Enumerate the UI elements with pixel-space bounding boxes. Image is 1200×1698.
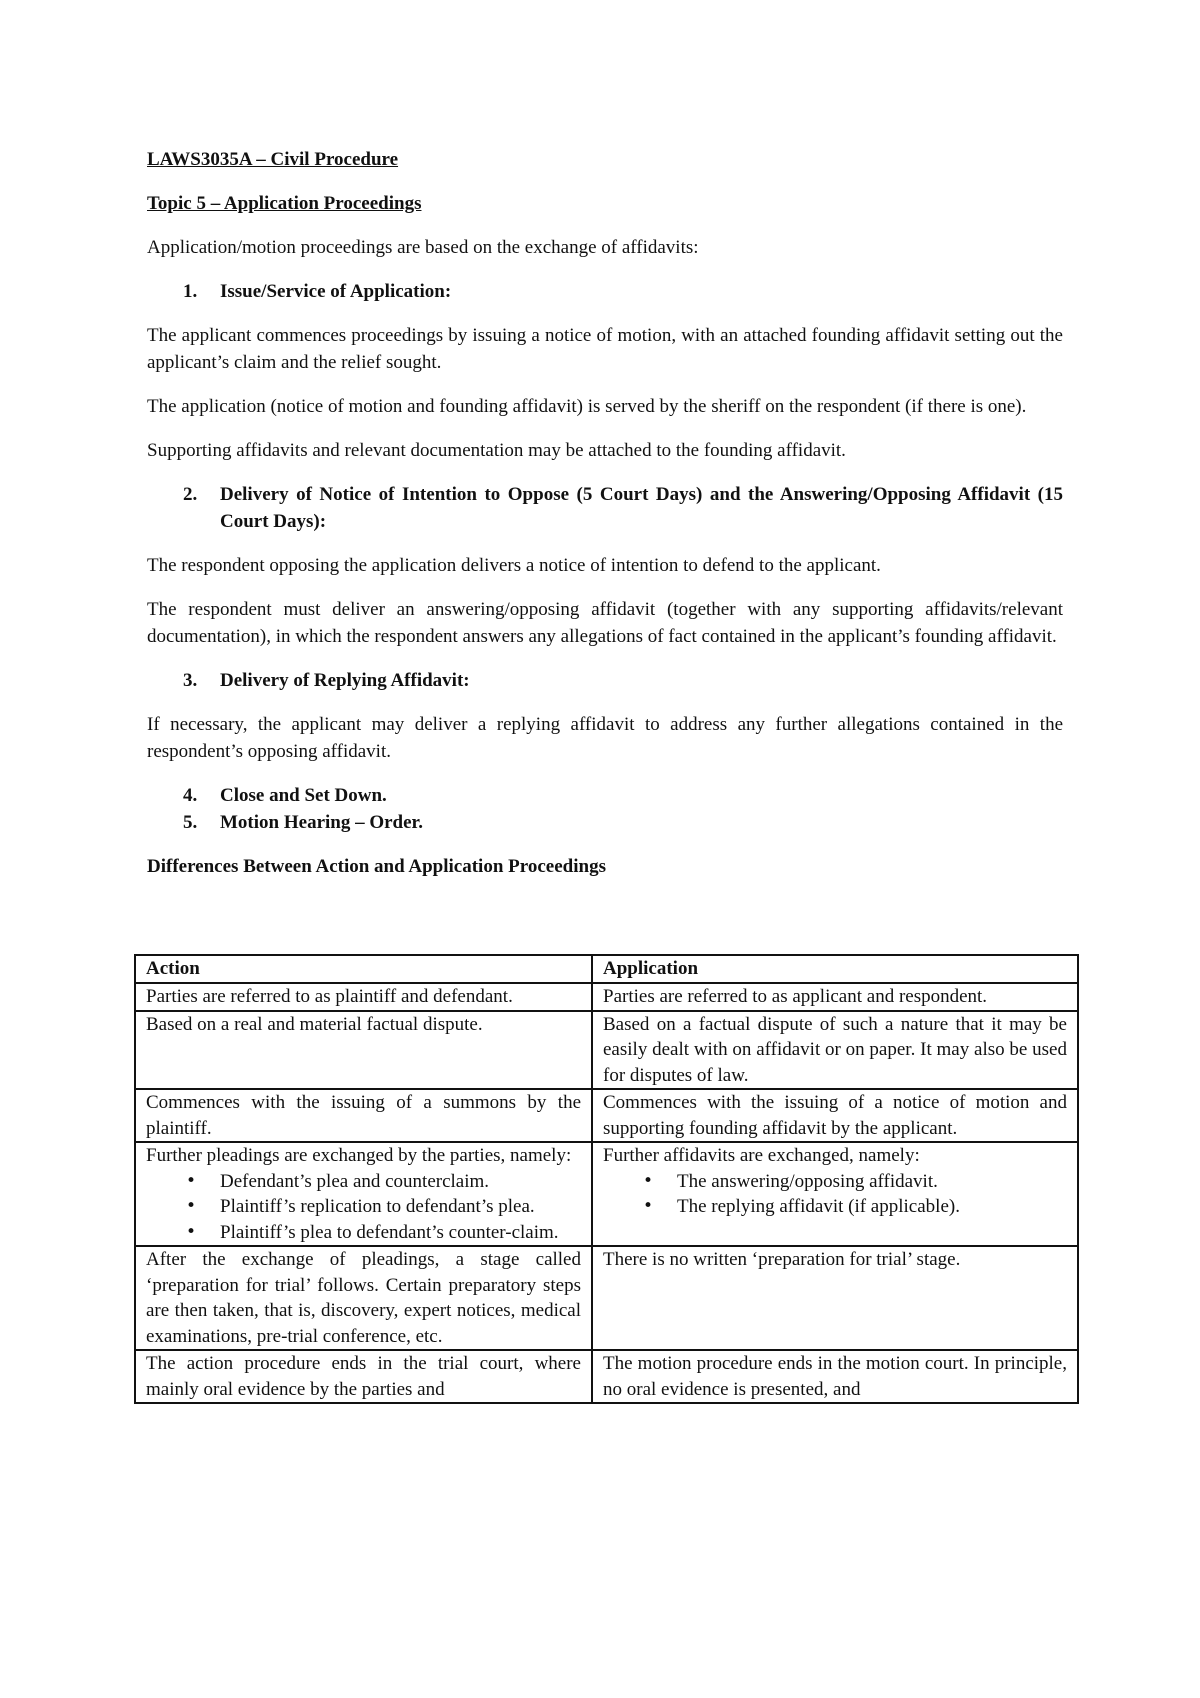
step-number: 2. [183, 484, 198, 505]
action-cell: Parties are referred to as plaintiff and defendant. [135, 983, 592, 1011]
paragraph: The respondent opposing the application delivers a notice of intention to defend to the applicant. [147, 555, 881, 576]
step-label: Close and Set Down. [220, 785, 387, 806]
step-list-3 [147, 667, 1063, 694]
table-header-row [135, 955, 1078, 983]
step-number: 5. [183, 812, 198, 833]
table-row [135, 1142, 1078, 1246]
document-page [146, 146, 1067, 1400]
paragraph: The applicant commences proceedings by issuing a notice of motion, with an attached founding affidavit setting out the applicant’s claim and the relief sought. [147, 325, 1063, 373]
paragraph: Supporting affidavits and relevant documentation may be attached to the founding affidavit. [147, 440, 846, 461]
paragraph: If necessary, the applicant may deliver a replying affidavit to address any further allegations contained in the respondent’s opposing affidavit. [147, 714, 1063, 762]
differences-heading: Differences Between Action and Application Proceedings [147, 856, 606, 877]
intro-paragraph: Application/motion proceedings are based on the exchange of affidavits: [147, 237, 699, 258]
list-item: • The answering/opposing affidavit. [603, 1169, 1067, 1195]
application-cell: Commences with the issuing of a notice of motion and supporting founding affidavit by the applicant. [592, 1089, 1078, 1142]
step-list-4-5 [147, 782, 1063, 836]
topic-title: Topic 5 – Application Proceedings [147, 193, 422, 214]
step-number: 4. [183, 785, 198, 806]
step-item-1 [147, 278, 1063, 305]
step-item-2 [147, 481, 1063, 535]
bullet-list [146, 1169, 581, 1246]
list-item: • Defendant’s plea and counterclaim. [146, 1169, 581, 1195]
step-item-4 [147, 782, 1063, 809]
step-label: Motion Hearing – Order. [220, 812, 423, 833]
column-header-application: Application [592, 955, 1078, 983]
table-row [135, 983, 1078, 1011]
step-label: Delivery of Replying Affidavit: [220, 670, 470, 691]
action-cell: Commences with the issuing of a summons by the plaintiff. [135, 1089, 592, 1142]
list-item: • Plaintiff’s plea to defendant’s counter-claim. [146, 1220, 581, 1246]
action-cell: The action procedure ends in the trial court, where mainly oral evidence by the parties and [135, 1350, 592, 1403]
application-cell: Parties are referred to as applicant and respondent. [592, 983, 1078, 1011]
cell-text: Further affidavits are exchanged, namely: [603, 1145, 920, 1166]
course-title: LAWS3035A – Civil Procedure [147, 149, 399, 170]
step-item-5 [147, 809, 1063, 836]
step-label: Issue/Service of Application: [220, 281, 452, 302]
table-row [135, 1246, 1078, 1350]
step-list-2 [147, 481, 1063, 535]
list-item: • The replying affidavit (if applicable). [603, 1194, 1067, 1220]
paragraph: The application (notice of motion and founding affidavit) is served by the sheriff on the respondent (if there is one). [147, 396, 1027, 417]
bullet-list [603, 1169, 1067, 1220]
differences-table [134, 954, 1079, 1404]
application-cell: There is no written ‘preparation for trial’ stage. [592, 1246, 1078, 1350]
paragraph: The respondent must deliver an answering/opposing affidavit (together with any supporting affidavits/relevant documentation), in which the respondent answers any allegations of fact contained in the applicant’s founding affidavit. [147, 599, 1063, 647]
action-cell [135, 1142, 592, 1246]
cell-text: Further pleadings are exchanged by the parties, namely: [146, 1145, 572, 1166]
step-list-1 [147, 278, 1063, 305]
column-header-action: Action [135, 955, 592, 983]
list-item: • Plaintiff’s replication to defendant’s plea. [146, 1194, 581, 1220]
step-number: 3. [183, 670, 198, 691]
action-cell: Based on a real and material factual dispute. [135, 1011, 592, 1090]
application-cell: Based on a factual dispute of such a nature that it may be easily dealt with on affidavit or on paper. It may also be used for disputes of law. [592, 1011, 1078, 1090]
action-cell: After the exchange of pleadings, a stage called ‘preparation for trial’ follows. Certain preparatory steps are then taken, that is, discovery, expert notices, medical examinations, pre-trial conference, etc. [135, 1246, 592, 1350]
application-cell: The motion procedure ends in the motion court. In principle, no oral evidence is presented, and [592, 1350, 1078, 1403]
step-item-3 [147, 667, 1063, 694]
table-row [135, 1089, 1078, 1142]
application-cell [592, 1142, 1078, 1246]
table-row [135, 1350, 1078, 1403]
step-number: 1. [183, 281, 198, 302]
table-row [135, 1011, 1078, 1090]
step-label: Delivery of Notice of Intention to Oppose (5 Court Days) and the Answering/Opposing Affidavit (15 Court Days): [220, 484, 1063, 532]
